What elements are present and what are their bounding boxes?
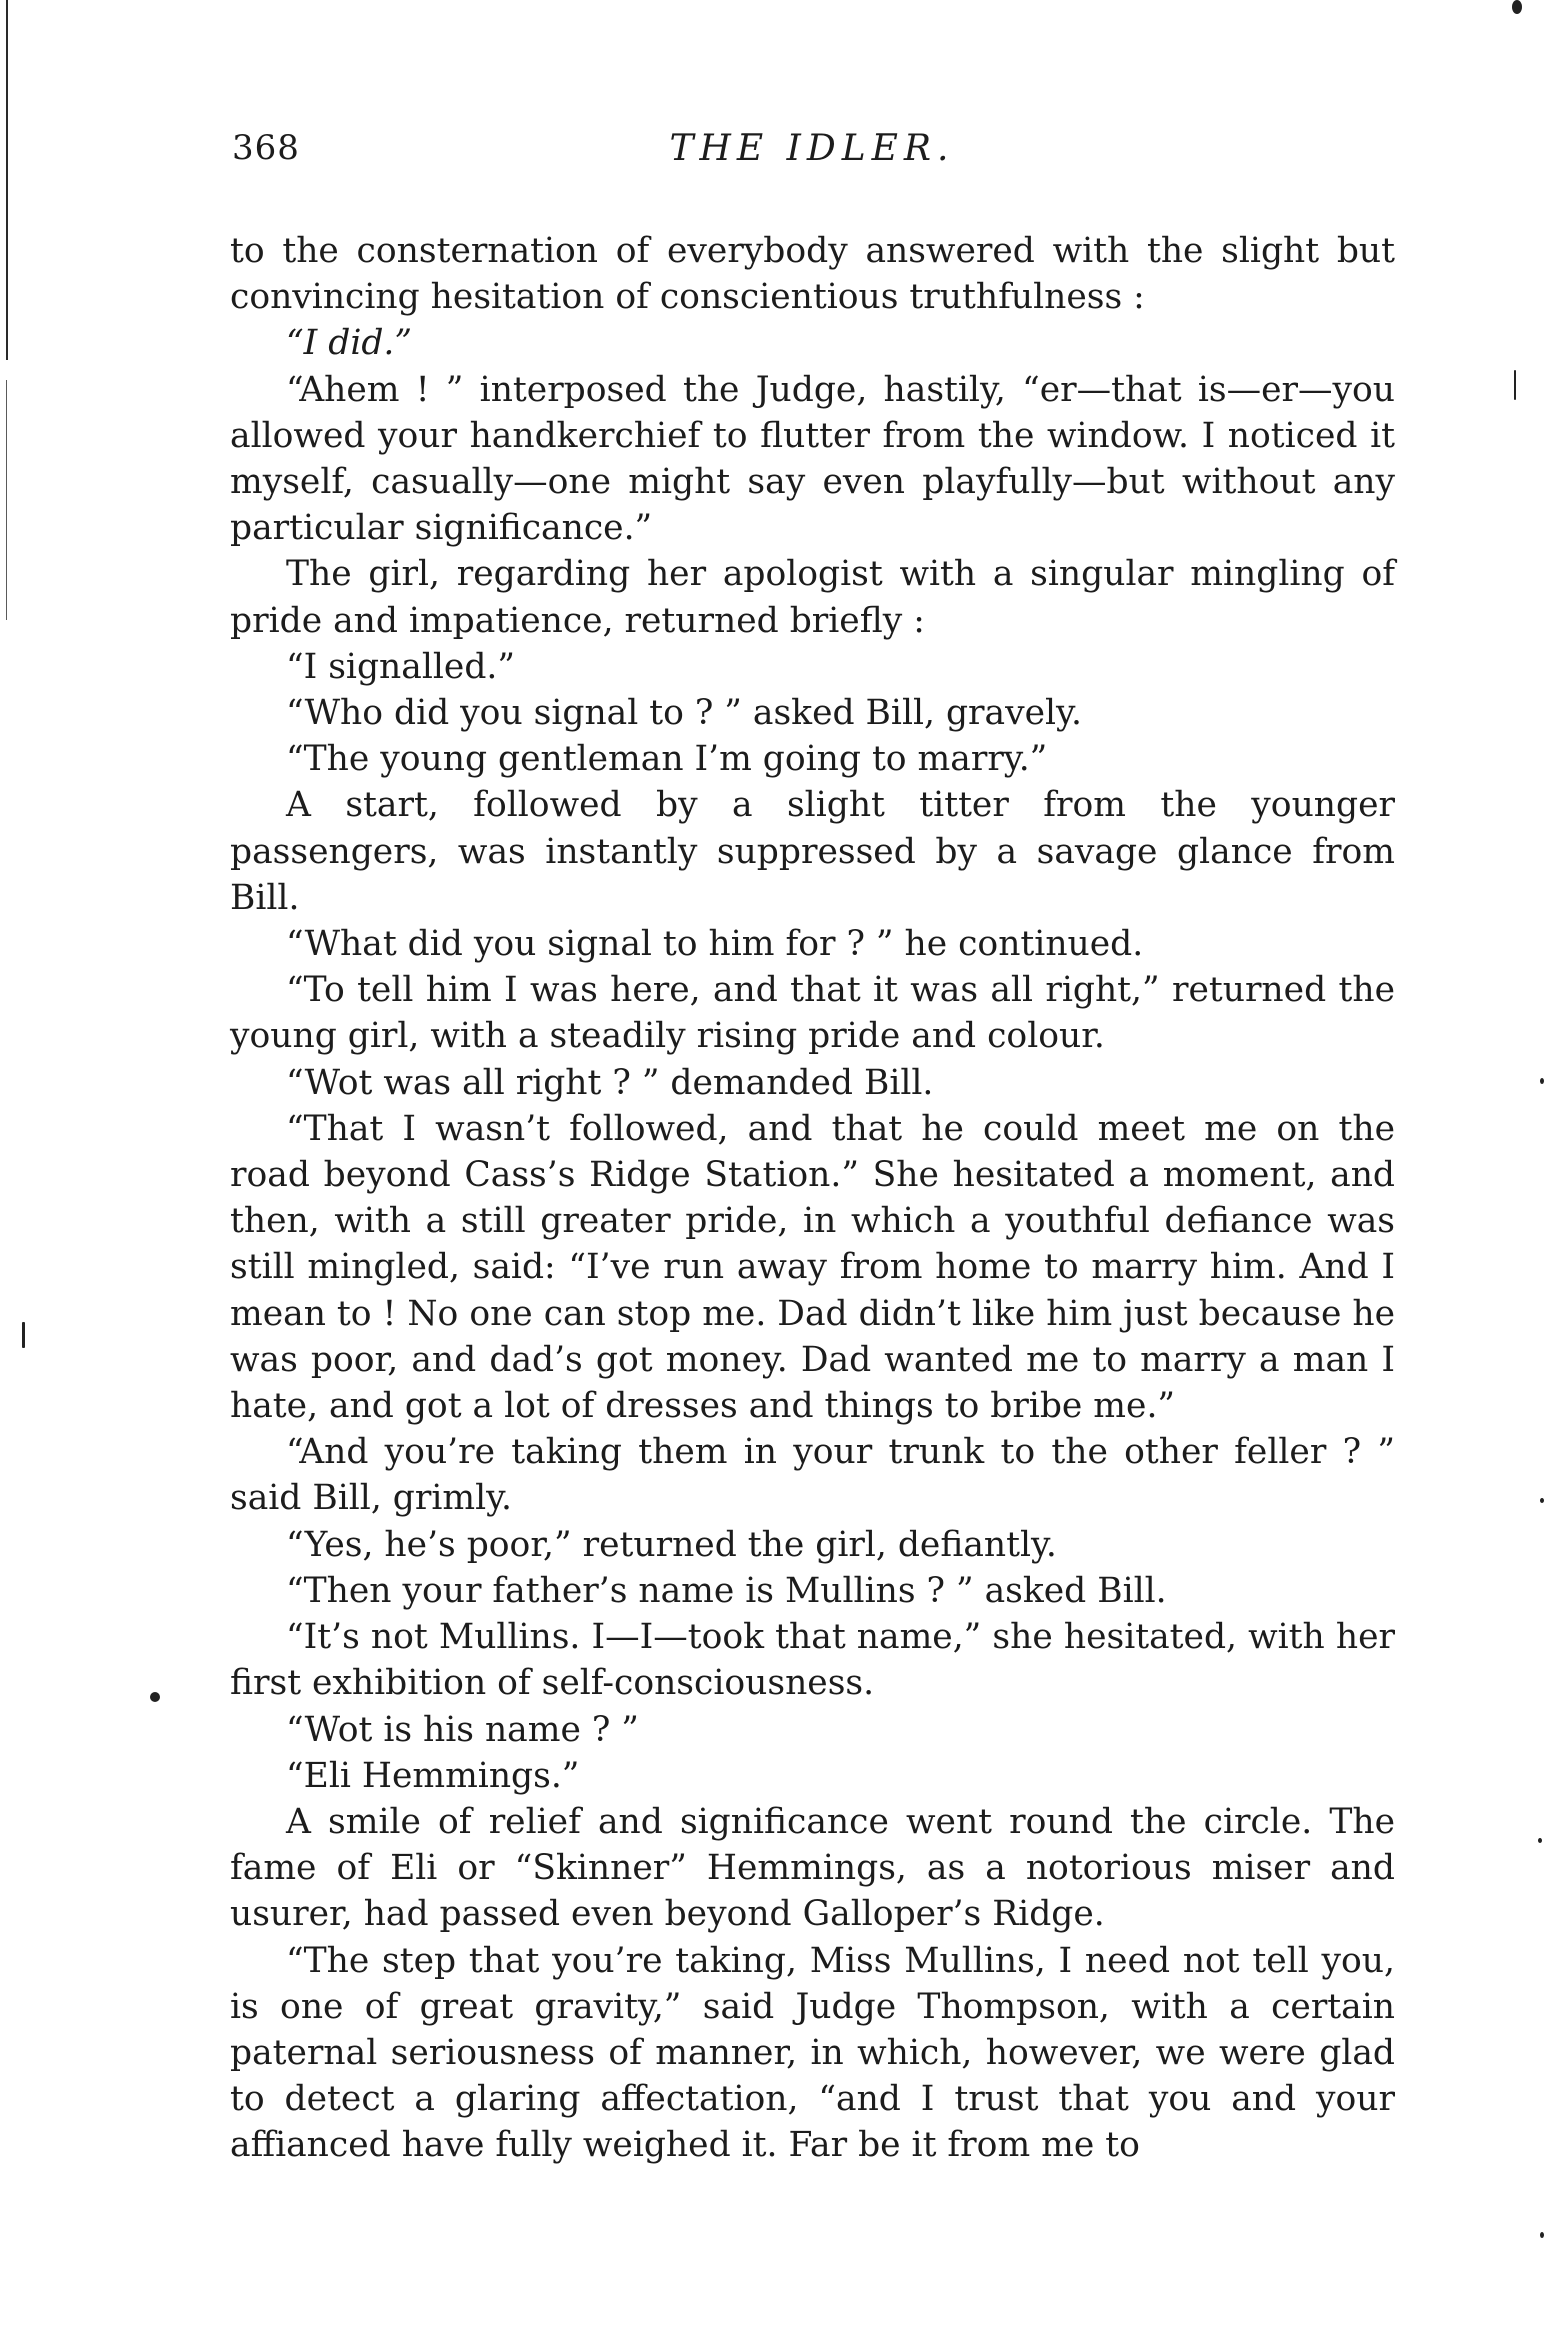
paragraph: “Eli Hemmings.” (286, 1755, 580, 1796)
scan-speck (150, 1692, 160, 1702)
paragraph: to the consternation of everybody answered with the slight but convincing hesitation of conscientious truthfulness : (230, 231, 1395, 318)
paragraph: “It’s not Mullins. I—I—took that name,” she hesitated, with her first exhibition of self-consciousness. (230, 1617, 1395, 1704)
paragraph: “Who did you signal to ? ” asked Bill, gravely. (286, 693, 1082, 734)
paragraph: “Then your father’s name is Mullins ? ” asked Bill. (286, 1570, 1167, 1611)
scan-speck (22, 1322, 25, 1348)
paragraph: “That I wasn’t followed, and that he could meet me on the road beyond Cass’s Ridge Station.” She hesitated a moment, and then, with a still greater pride, in which a youthful defiance was still mingled, said: “I’ve run away from home to marry him. And I mean to ! No one can stop me. Dad didn’t like him just because he was poor, and dad’s got money. Dad wanted me to marry a man I hate, and got a lot of dresses and things to bribe me.” (230, 1108, 1395, 1427)
paragraph: “Ahem ! ” interposed the Judge, hastily, “er—that is—er—you allowed your handkerchief to flutter from the window. I noticed it myself, casually—one might say even playfully—but without any particular significance.” (230, 369, 1395, 549)
paragraph: A smile of relief and significance went round the circle. The fame of Eli or “Skinner” Hemmings, as a notorious miser and usurer, had passed even beyond Galloper’s Ridge. (230, 1801, 1395, 1935)
paragraph: “I signalled.” (286, 646, 516, 687)
left-margin-rule (6, 0, 8, 360)
body-text (230, 228, 1395, 2169)
page-number: 368 (232, 128, 300, 168)
scan-speck (1514, 370, 1516, 400)
paragraph: “Yes, he’s poor,” returned the girl, defiantly. (286, 1524, 1057, 1565)
paragraph: A start, followed by a slight titter from the younger passengers, was instantly suppressed by a savage glance from Bill. (230, 785, 1395, 918)
paragraph: “And you’re taking them in your trunk to the other feller ? ” said Bill, grimly. (230, 1432, 1395, 1519)
paragraph: “What did you signal to him for ? ” he continued. (286, 924, 1144, 965)
paragraph: The girl, regarding her apologist with a singular mingling of pride and impatience, returned briefly : (230, 554, 1395, 641)
running-title: THE IDLER. (669, 128, 955, 169)
scan-speck (1538, 1838, 1542, 1843)
left-margin-rule-lower (6, 380, 7, 620)
paragraph: “The young gentleman I’m going to marry.” (286, 739, 1048, 780)
paragraph: “To tell him I was here, and that it was all right,” returned the young girl, with a steadily rising pride and colour. (230, 970, 1395, 1057)
paragraph: “The step that you’re taking, Miss Mullins, I need not tell you, is one of great gravity,” said Judge Thompson, with a certain paternal seriousness of manner, in which, however, we were glad to detect a glaring affectation, “and I trust that you and your affianced have fully weighed it. Far be it from me to (230, 1940, 1395, 2166)
scan-speck (1540, 2232, 1544, 2238)
scan-speck (1512, 0, 1522, 14)
scan-speck (1540, 1498, 1544, 1503)
paragraph: “Wot is his name ? ” (286, 1709, 639, 1750)
paragraph: “I did.” (286, 323, 413, 364)
page-header (232, 128, 1392, 188)
scan-speck (1540, 1078, 1544, 1084)
paragraph: “Wot was all right ? ” demanded Bill. (286, 1062, 934, 1103)
